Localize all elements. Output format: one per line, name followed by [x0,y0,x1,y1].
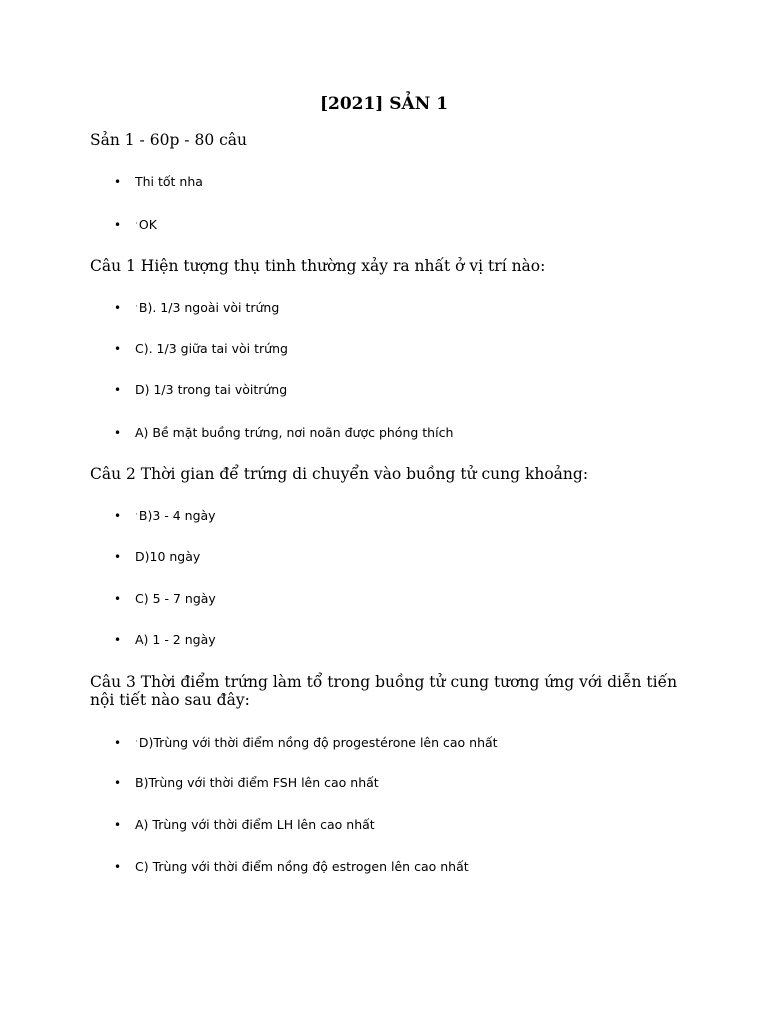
option-label: B)3 - 4 ngày [138,508,216,523]
answer-mark-icon: · [135,510,138,520]
bullet-icon: • [114,218,122,232]
question-1-option [114,340,714,358]
bullet-icon: • [114,776,122,790]
question-1-option [114,381,714,399]
bullet-icon: • [114,592,122,606]
option-label: D)Trùng với thời điểm nồng độ progestérone lên cao nhất [138,735,498,750]
document-subtitle: Sản 1 - 60p - 80 câu [90,131,248,149]
bullet-icon: • [114,860,122,874]
question-2-option [114,506,714,525]
option-label: D)10 ngày [135,549,201,564]
question-3-text: Câu 3 Thời điểm trứng làm tổ trong buồng tử cung tương ứng với diễn tiến nội tiết nào sau đây: [90,673,678,709]
bullet-icon: • [114,342,122,356]
option-label: C) 5 - 7 ngày [135,591,216,606]
question-3-option [114,858,714,876]
answer-mark-icon: · [135,737,138,747]
option-label: C). 1/3 giữa tai vòi trứng [135,341,288,356]
question-3-option [114,816,714,834]
bullet-icon: • [114,633,122,647]
answer-mark-icon: · [135,302,138,312]
question-2-option [114,631,714,649]
question-2-text: Câu 2 Thời gian để trứng di chuyển vào buồng tử cung khoảng: [90,465,589,483]
bullet-icon: • [114,736,122,750]
question-3-option [114,774,714,792]
option-label: A) Trùng với thời điểm LH lên cao nhất [135,817,375,832]
question-1-option [114,424,714,442]
bullet-icon: • [114,175,122,189]
document-title: [2021] SẢN 1 [319,94,449,114]
question-2-option [114,590,714,608]
intro-item [114,173,714,191]
intro-item [114,215,714,234]
bullet-icon: • [114,550,122,564]
option-label: C) Trùng với thời điểm nồng độ estrogen lên cao nhất [135,859,469,874]
option-label: B). 1/3 ngoài vòi trứng [138,300,280,315]
question-1-option [114,298,714,317]
question-2-option [114,548,714,566]
bullet-icon: • [114,818,122,832]
bullet-icon: • [114,426,122,440]
bullet-icon: • [114,383,122,397]
option-label: A) 1 - 2 ngày [135,632,216,647]
option-label: D) 1/3 trong tai vòitrứng [135,382,288,397]
answer-mark-icon: · [135,219,138,229]
option-label: B)Trùng với thời điểm FSH lên cao nhất [135,775,379,790]
intro-item-label: OK [138,217,157,232]
bullet-icon: • [114,301,122,315]
option-label: A) Bề mặt buồng trứng, nơi noãn được phóng thích [135,425,454,440]
intro-item-label: Thi tốt nha [135,174,203,189]
bullet-icon: • [114,509,122,523]
question-1-text: Câu 1 Hiện tượng thụ tinh thường xảy ra nhất ở vị trí nào: [90,257,546,275]
question-3-option [114,733,714,752]
